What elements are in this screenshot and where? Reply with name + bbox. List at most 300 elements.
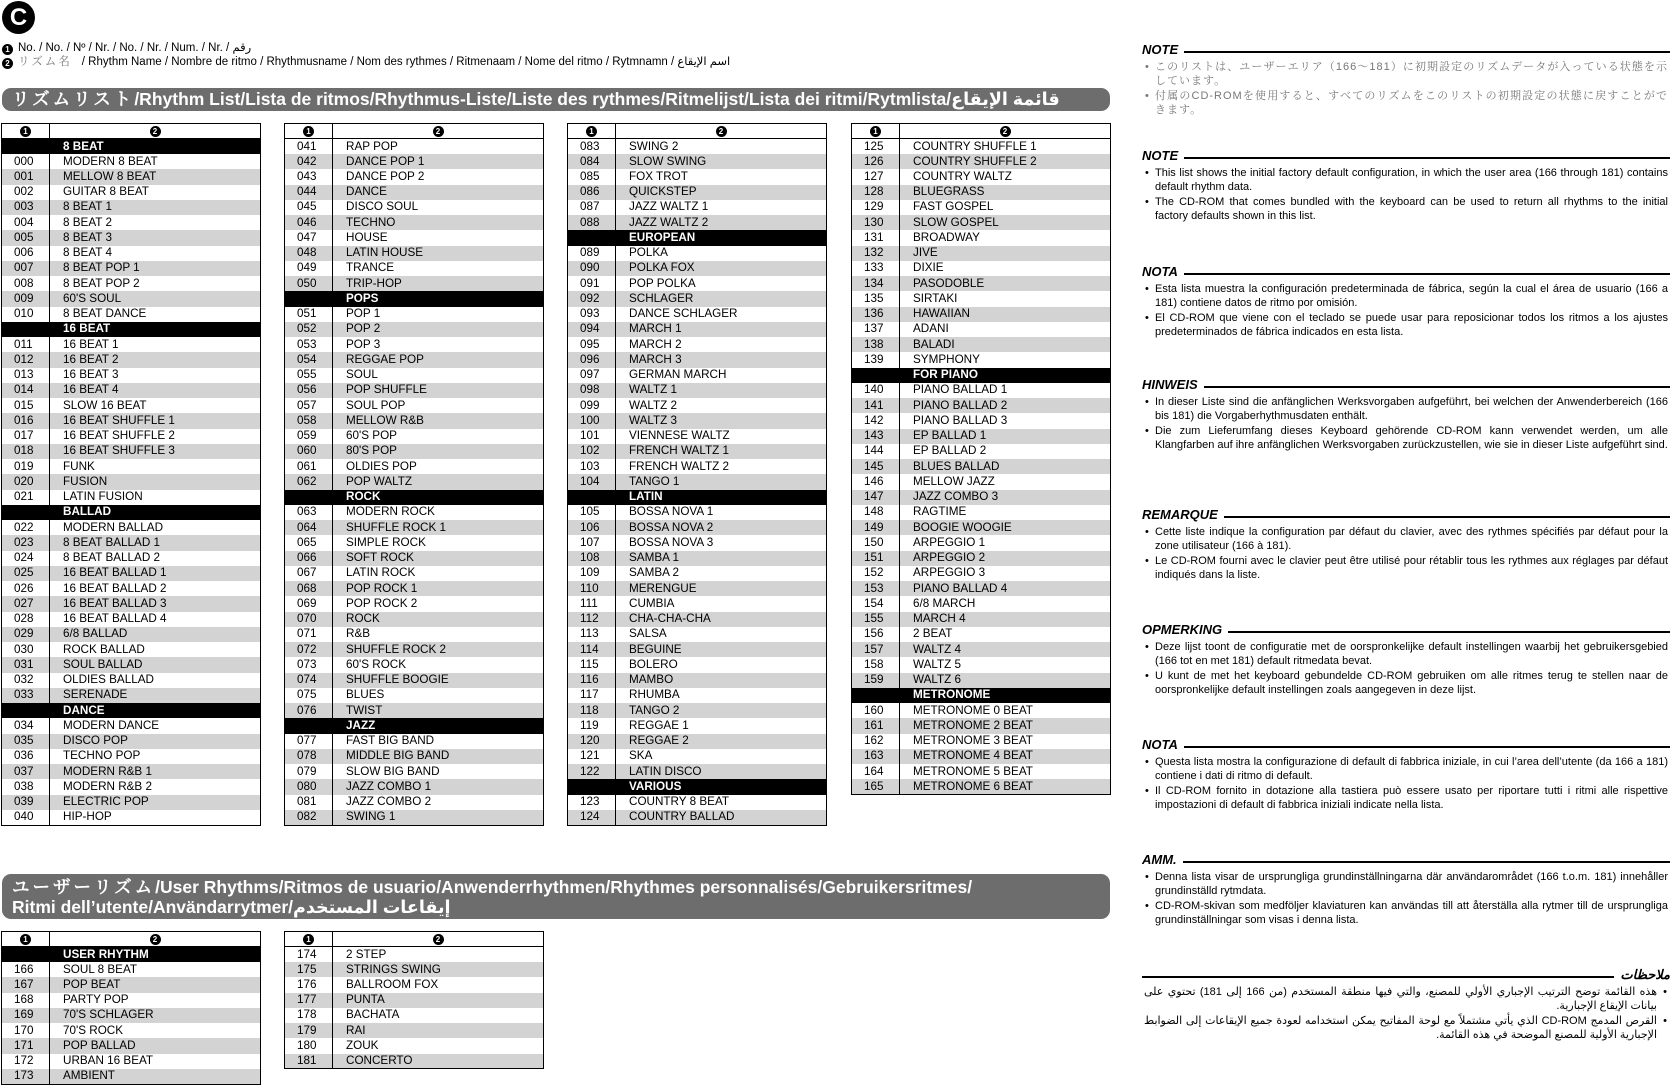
rhythm-number: 057: [297, 398, 317, 412]
category-row: [2, 322, 261, 337]
rhythm-number: 013: [14, 368, 34, 382]
table-row: [285, 612, 544, 627]
rhythm-name: DANCE POP 2: [333, 169, 544, 184]
rhythm-name: MODERN DANCE: [50, 718, 261, 733]
rhythm-name: 16 BEAT 1: [50, 337, 261, 352]
table-row: [568, 673, 827, 688]
rhythm-number: 088: [568, 215, 616, 230]
rhythm-name: COUNTRY SHUFFLE 2: [900, 154, 1111, 169]
rhythm-number: 065: [297, 535, 317, 549]
rhythm-name: POP 1: [333, 307, 544, 322]
rhythm-number: 101: [580, 429, 600, 443]
table-row: [568, 307, 827, 322]
rhythm-number: 114: [568, 642, 616, 657]
rhythm-name: JAZZ COMBO 3: [900, 490, 1111, 505]
table-row: [285, 535, 544, 550]
table-row: [852, 429, 1111, 444]
table-row: [285, 261, 544, 276]
rhythm-number: 097: [580, 368, 600, 382]
rhythm-number: 091: [580, 276, 600, 290]
table-row: [568, 566, 827, 581]
rhythm-name: SLOW 16 BEAT: [50, 398, 261, 413]
table-row: [285, 322, 544, 337]
rhythm-number: 142: [864, 413, 884, 427]
rhythm-name: 60'S POP: [333, 429, 544, 444]
rhythm-name: BALADI: [900, 337, 1111, 352]
rhythm-name: CHA-CHA-CHA: [616, 612, 827, 627]
table-row: [568, 642, 827, 657]
table-row: [852, 581, 1111, 596]
note-spanish: [1142, 264, 1670, 340]
rhythm-name: MODERN ROCK: [333, 505, 544, 520]
rhythm-name: FAST BIG BAND: [333, 734, 544, 749]
rhythm-name: METRONOME 3 BEAT: [900, 734, 1111, 749]
table-row: [852, 505, 1111, 520]
rhythm-name: BOSSA NOVA 3: [616, 535, 827, 550]
note-item: • Die zum Lieferumfang dieses Keyboard gehörende CD-ROM kann verwendet werden, um alle Klangfarben auf ihre anfänglichen Werksvorgaben zurückzustellen, wie sie in dieser Liste aufgeführt sind.: [1155, 424, 1668, 452]
note-title-text: NOTA: [1142, 737, 1184, 753]
rhythm-name: LATIN DISCO: [616, 764, 827, 779]
table-row: [2, 490, 261, 505]
table-row: [285, 993, 544, 1008]
rhythm-number: 022: [14, 520, 34, 534]
user-rhythms-banner-line2: Ritmi dell’utente/Användarrytmer/إيقاعات المستخدم: [12, 897, 451, 917]
table-row: [2, 612, 261, 627]
category-label: USER RHYTHM: [50, 947, 261, 962]
rhythm-number: 173: [2, 1069, 50, 1084]
rhythm-name: MODERN BALLAD: [50, 520, 261, 535]
rhythm-number: 032: [14, 673, 34, 687]
rhythm-number: 024: [14, 551, 34, 565]
rhythm-name: 16 BEAT BALLAD 2: [50, 581, 261, 596]
table-row: [568, 429, 827, 444]
rhythm-number: 061: [297, 459, 317, 473]
rhythm-name: PUNTA: [333, 993, 544, 1008]
rhythm-table-4: [851, 123, 1111, 795]
table-row: [2, 779, 261, 794]
note-swedish: [1142, 852, 1670, 928]
rhythm-number: 158: [864, 657, 884, 671]
note-item: • Le CD-ROM fourni avec le clavier peut être utilisé pour rétablir tous les rythmes aux réglages par défaut indiqués dans la liste.: [1155, 554, 1668, 582]
table-row: [568, 215, 827, 230]
table-row: [285, 368, 544, 383]
rhythm-name: MARCH 4: [900, 612, 1111, 627]
rhythm-name: COUNTRY BALLAD: [616, 810, 827, 825]
column-header-number: [2, 932, 50, 947]
rhythm-name: 8 BEAT DANCE: [50, 307, 261, 322]
table-row: [285, 307, 544, 322]
category-row: [852, 368, 1111, 383]
rhythm-name: JAZZ WALTZ 2: [616, 215, 827, 230]
rhythm-number: 037: [2, 764, 50, 779]
rhythm-number: 012: [2, 352, 50, 367]
table-row: [852, 246, 1111, 261]
table-row: [852, 413, 1111, 428]
rhythm-number: 068: [285, 581, 333, 596]
rhythm-name: MELLOW JAZZ: [900, 474, 1111, 489]
rhythm-number: 050: [285, 276, 333, 291]
marker-2-icon: 2: [1000, 126, 1011, 137]
rhythm-name: OLDIES POP: [333, 459, 544, 474]
note-title-rule: [1142, 976, 1670, 978]
rhythm-name: TWIST: [333, 703, 544, 718]
rhythm-name: MIDDLE BIG BAND: [333, 749, 544, 764]
rhythm-number: 127: [864, 169, 884, 183]
rhythm-number: 002: [14, 185, 34, 199]
rhythm-name: MARCH 2: [616, 337, 827, 352]
rhythm-name: JIVE: [900, 246, 1111, 261]
rhythm-number: 058: [285, 413, 333, 428]
rhythm-number: 081: [297, 795, 317, 809]
rhythm-name: 16 BEAT BALLAD 4: [50, 612, 261, 627]
table-row: [568, 246, 827, 261]
rhythm-number: 074: [285, 673, 333, 688]
rhythm-name: PIANO BALLAD 4: [900, 581, 1111, 596]
rhythm-name: METRONOME 4 BEAT: [900, 749, 1111, 764]
table-row: [2, 276, 261, 291]
rhythm-name: MARCH 1: [616, 322, 827, 337]
note-title: [1142, 852, 1670, 868]
table-row: [2, 215, 261, 230]
rhythm-name: POP SHUFFLE: [333, 383, 544, 398]
rhythm-number: 167: [2, 977, 50, 992]
rhythm-number: 015: [14, 398, 34, 412]
rhythm-number: 179: [285, 1023, 333, 1038]
category-label: EUROPEAN: [616, 230, 827, 245]
rhythm-name: 8 BEAT POP 2: [50, 276, 261, 291]
rhythm-number: 046: [285, 215, 333, 230]
rhythm-number: 023: [2, 535, 50, 550]
rhythm-name: 16 BEAT SHUFFLE 3: [50, 444, 261, 459]
rhythm-number: 006: [14, 246, 34, 260]
rhythm-number: 176: [297, 977, 317, 991]
table-row: [852, 276, 1111, 291]
table-row: [285, 352, 544, 367]
table-row: [285, 444, 544, 459]
rhythm-name: FAST GOSPEL: [900, 200, 1111, 215]
rhythm-number: 020: [2, 474, 50, 489]
table-row: [2, 459, 261, 474]
table-row: [852, 779, 1111, 794]
table-row: [285, 383, 544, 398]
note-german: [1142, 377, 1670, 453]
rhythm-name: BOOGIE WOOGIE: [900, 520, 1111, 535]
rhythm-name: POP BALLAD: [50, 1038, 261, 1053]
table-row: [852, 657, 1111, 672]
rhythm-name: LATIN ROCK: [333, 566, 544, 581]
category-spacer: [285, 291, 333, 306]
table-row: [568, 688, 827, 703]
table-row: [285, 749, 544, 764]
table-row: [2, 398, 261, 413]
rhythm-number: 098: [568, 383, 616, 398]
rhythm-number: 053: [297, 337, 317, 351]
rhythm-number: 055: [297, 368, 317, 382]
marker-2-icon: 2: [2, 58, 13, 69]
category-row: [2, 505, 261, 520]
table-row: [568, 291, 827, 306]
rhythm-name: BACHATA: [333, 1008, 544, 1023]
rhythm-number: 094: [568, 322, 616, 337]
section-letter-badge: C: [2, 1, 35, 34]
table-row: [285, 673, 544, 688]
column-header-number: [285, 124, 333, 139]
table-row: [2, 718, 261, 733]
rhythm-name: SOUL BALLAD: [50, 657, 261, 672]
rhythm-number: 178: [297, 1008, 317, 1022]
rhythm-number: 085: [580, 169, 600, 183]
note-title: [1142, 622, 1670, 638]
rhythm-list-banner-jp: リズムリスト: [12, 89, 135, 109]
rhythm-name: HOUSE: [333, 230, 544, 245]
rhythm-name: CONCERTO: [333, 1054, 544, 1069]
note-japanese: [1142, 42, 1670, 118]
table-row: [568, 154, 827, 169]
rhythm-name: GERMAN MARCH: [616, 368, 827, 383]
table-row: [852, 749, 1111, 764]
table-row: [285, 520, 544, 535]
rhythm-name: SIRTAKI: [900, 291, 1111, 306]
table-row: [568, 551, 827, 566]
table-row: [852, 169, 1111, 184]
rhythm-name: BLUES BALLAD: [900, 459, 1111, 474]
rhythm-name: 8 BEAT 3: [50, 230, 261, 245]
category-spacer: [285, 718, 333, 733]
rhythm-number: 027: [2, 596, 50, 611]
rhythm-name: FOX TROT: [616, 169, 827, 184]
table-row: [285, 200, 544, 215]
legend-rhythm-name-text: / Rhythm Name / Nombre de ritmo / Rhythmusname / Nom des rythmes / Ritmenaam / Nome del ritmo / Rytmnamn / اسم الإيقاع: [81, 56, 731, 68]
table-row: [285, 962, 544, 977]
table-row: [285, 703, 544, 718]
category-spacer: [568, 230, 616, 245]
table-row: [852, 673, 1111, 688]
table-row: [852, 459, 1111, 474]
table-row: [2, 596, 261, 611]
user-rhythm-table-1: [1, 931, 261, 1085]
rhythm-name: SLOW GOSPEL: [900, 215, 1111, 230]
rhythm-number: 018: [2, 444, 50, 459]
category-spacer: [852, 688, 900, 703]
rhythm-number: 145: [852, 459, 900, 474]
rhythm-number: 123: [580, 795, 600, 809]
rhythm-number: 054: [285, 352, 333, 367]
column-header-number: [2, 124, 50, 139]
rhythm-number: 089: [580, 246, 600, 260]
table-row: [2, 688, 261, 703]
table-row: [2, 246, 261, 261]
rhythm-number: 104: [568, 474, 616, 489]
note-title-rule: [1142, 51, 1670, 53]
rhythm-name: SERENADE: [50, 688, 261, 703]
rhythm-name: 80'S POP: [333, 444, 544, 459]
rhythm-number: 028: [14, 612, 34, 626]
table-row: [285, 688, 544, 703]
rhythm-name: BLUES: [333, 688, 544, 703]
table-row: [852, 535, 1111, 550]
table-row: [852, 337, 1111, 352]
rhythm-number: 007: [2, 261, 50, 276]
rhythm-name: SHUFFLE ROCK 2: [333, 642, 544, 657]
table-row: [568, 383, 827, 398]
rhythm-name: STRINGS SWING: [333, 962, 544, 977]
rhythm-number: 149: [852, 520, 900, 535]
rhythm-number: 152: [864, 566, 884, 580]
rhythm-number: 005: [2, 230, 50, 245]
rhythm-name: WALTZ 3: [616, 413, 827, 428]
rhythm-name: R&B: [333, 627, 544, 642]
rhythm-number: 031: [2, 657, 50, 672]
table-row: [285, 398, 544, 413]
rhythm-number: 087: [580, 200, 600, 214]
table-row: [2, 535, 261, 550]
table-row: [568, 627, 827, 642]
rhythm-name: TECHNO POP: [50, 749, 261, 764]
table-row: [852, 307, 1111, 322]
note-title-text: NOTA: [1142, 264, 1184, 280]
rhythm-number: 151: [852, 551, 900, 566]
table-row: [2, 673, 261, 688]
category-label: BALLAD: [50, 505, 261, 520]
rhythm-name: 16 BEAT BALLAD 3: [50, 596, 261, 611]
rhythm-number: 067: [297, 566, 317, 580]
rhythm-number: 075: [297, 688, 317, 702]
table-row: [852, 718, 1111, 733]
rhythm-number: 100: [568, 413, 616, 428]
table-row: [2, 795, 261, 810]
table-row: [568, 169, 827, 184]
table-row: [852, 520, 1111, 535]
note-item: • CD-ROM-skivan som medföljer klaviaturen kan användas till att återställa alla rytmer till de ursprungliga grundinställningar som visas i denna lista.: [1155, 899, 1668, 927]
table-row: [285, 474, 544, 489]
table-row: [852, 139, 1111, 154]
rhythm-number: 077: [297, 734, 317, 748]
rhythm-name: JAZZ COMBO 1: [333, 779, 544, 794]
user-rhythms-banner-jp: ユーザーリズム: [12, 877, 156, 897]
rhythm-name: SOUL 8 BEAT: [50, 962, 261, 977]
note-french: [1142, 507, 1670, 583]
rhythm-number: 056: [285, 383, 333, 398]
table-row: [285, 551, 544, 566]
table-row: [2, 993, 261, 1008]
rhythm-name: 16 BEAT SHUFFLE 1: [50, 413, 261, 428]
note-list: [1142, 755, 1670, 812]
marker-2-icon: 2: [150, 126, 161, 137]
rhythm-number: 131: [864, 230, 884, 244]
rhythm-number: 113: [580, 627, 599, 641]
rhythm-number: 102: [568, 444, 616, 459]
rhythm-number: 066: [285, 551, 333, 566]
table-row: [568, 749, 827, 764]
table-row: [2, 657, 261, 672]
table-row: [852, 352, 1111, 367]
rhythm-number: 063: [297, 505, 317, 519]
rhythm-name: ROCK BALLAD: [50, 642, 261, 657]
table-row: [285, 642, 544, 657]
rhythm-number: 165: [852, 779, 900, 794]
note-title-text: HINWEIS: [1142, 377, 1204, 393]
table-row: [285, 627, 544, 642]
legend-rhythm-name-jp: リズム名: [18, 56, 72, 68]
note-list: [1142, 640, 1670, 697]
marker-1-icon: 1: [303, 934, 314, 945]
rhythm-number: 120: [568, 734, 616, 749]
table-row: [2, 352, 261, 367]
rhythm-name: URBAN 16 BEAT: [50, 1054, 261, 1069]
rhythm-name: WALTZ 4: [900, 642, 1111, 657]
rhythm-number: 160: [864, 703, 884, 717]
rhythm-number: 044: [285, 185, 333, 200]
rhythm-number: 019: [14, 459, 34, 473]
table-row: [568, 352, 827, 367]
note-dutch: [1142, 622, 1670, 698]
category-row: [2, 703, 261, 718]
note-item: • This list shows the initial factory default configuration, in which the user area (166 through 181) contains default rhythm data.: [1155, 166, 1668, 194]
note-title-rule: [1142, 273, 1670, 275]
table-row: [568, 322, 827, 337]
rhythm-name: BOSSA NOVA 2: [616, 520, 827, 535]
rhythm-name: 70'S SCHLAGER: [50, 1008, 261, 1023]
rhythm-number: 175: [285, 962, 333, 977]
category-spacer: [2, 322, 50, 337]
rhythm-number: 135: [864, 291, 884, 305]
rhythm-name: 8 BEAT 1: [50, 200, 261, 215]
rhythm-name: DISCO SOUL: [333, 200, 544, 215]
rhythm-name: WALTZ 1: [616, 383, 827, 398]
table-row: [285, 764, 544, 779]
table-row: [2, 1069, 261, 1084]
rhythm-name: RAGTIME: [900, 505, 1111, 520]
table-row: [2, 977, 261, 992]
table-row: [568, 337, 827, 352]
note-title-text: OPMERKING: [1142, 622, 1228, 638]
column-header-number: [852, 124, 900, 139]
table-row: [285, 947, 544, 962]
rhythm-name: PARTY POP: [50, 993, 261, 1008]
rhythm-number: 140: [864, 383, 884, 397]
table-row: [568, 520, 827, 535]
table-row: [285, 581, 544, 596]
table-row: [568, 734, 827, 749]
rhythm-number: 084: [568, 154, 616, 169]
rhythm-number: 136: [852, 307, 900, 322]
rhythm-name: HIP-HOP: [50, 810, 261, 825]
rhythm-name: MAMBO: [616, 673, 827, 688]
category-row: [2, 139, 261, 154]
table-header-row: [852, 124, 1111, 139]
rhythm-name: JAZZ WALTZ 1: [616, 200, 827, 215]
note-list: [1142, 985, 1670, 1042]
table-row: [2, 261, 261, 276]
rhythm-number: 174: [297, 947, 317, 961]
rhythm-number: 072: [285, 642, 333, 657]
rhythm-name: POP 3: [333, 337, 544, 352]
rhythm-number: 146: [864, 474, 884, 488]
rhythm-number: 166: [14, 962, 34, 976]
table-row: [568, 703, 827, 718]
table-row: [285, 505, 544, 520]
column-header-number: [285, 932, 333, 947]
table-row: [852, 642, 1111, 657]
rhythm-name: PASODOBLE: [900, 276, 1111, 291]
legend-number: [2, 41, 251, 56]
rhythm-name: SCHLAGER: [616, 291, 827, 306]
rhythm-number: 047: [297, 230, 317, 244]
table-row: [285, 795, 544, 810]
rhythm-name: SOUL POP: [333, 398, 544, 413]
user-rhythms-banner: [2, 874, 1110, 919]
rhythm-name: SKA: [616, 749, 827, 764]
